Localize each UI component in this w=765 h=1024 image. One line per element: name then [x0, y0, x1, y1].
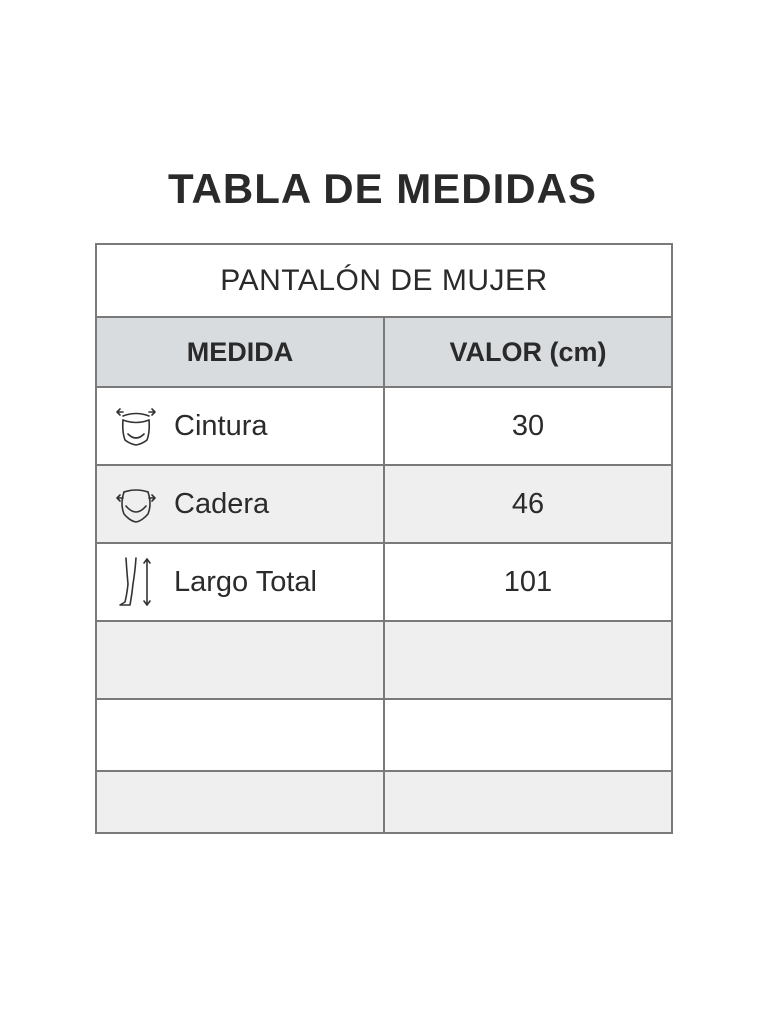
- table-caption-row: [96, 244, 672, 317]
- empty-cell: [96, 621, 384, 699]
- table-row: [96, 543, 672, 621]
- empty-table-row: [96, 621, 672, 699]
- waist-icon: [114, 398, 158, 454]
- empty-table-row: [96, 771, 672, 833]
- table-row: [96, 465, 672, 543]
- empty-cell: [384, 621, 672, 699]
- row-label: Cadera: [174, 487, 270, 520]
- measure-cell: [96, 387, 384, 465]
- value-cell: 101: [384, 543, 672, 621]
- empty-cell: [384, 699, 672, 771]
- table-row: [96, 387, 672, 465]
- measure-cell: [96, 543, 384, 621]
- leg-length-icon: [114, 554, 158, 610]
- table-caption: PANTALÓN DE MUJER: [96, 244, 672, 317]
- value-cell: 46: [384, 465, 672, 543]
- empty-table-row: [96, 699, 672, 771]
- empty-cell: [96, 771, 384, 833]
- empty-cell: [96, 699, 384, 771]
- empty-cell: [384, 771, 672, 833]
- column-header-measure: MEDIDA: [96, 317, 384, 387]
- column-header-value: VALOR (cm): [384, 317, 672, 387]
- size-chart-table: [95, 243, 673, 834]
- row-label: Largo Total: [174, 565, 317, 598]
- page-title: TABLA DE MEDIDAS: [168, 165, 597, 212]
- measure-cell: [96, 465, 384, 543]
- value-cell: 30: [384, 387, 672, 465]
- table-header-row: [96, 317, 672, 387]
- row-label: Cintura: [174, 409, 268, 442]
- hip-icon: [114, 476, 158, 532]
